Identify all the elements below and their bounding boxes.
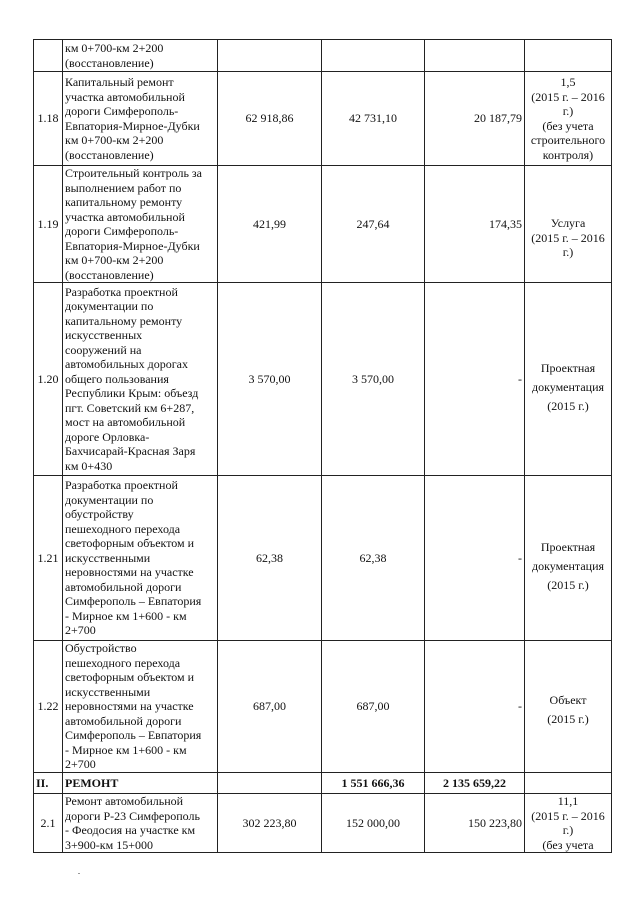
row-number: 1.22 (34, 641, 63, 773)
row-note (525, 40, 612, 72)
row-value-total: 302 223,80 (218, 794, 322, 853)
section-note (525, 773, 612, 794)
row-number: 1.18 (34, 72, 63, 166)
table-row (34, 476, 612, 641)
row-number: 1.19 (34, 166, 63, 283)
section-value-2015: 1 551 666,36 (322, 773, 425, 794)
row-value-2016: - (425, 641, 525, 773)
row-value-2016 (425, 40, 525, 72)
row-name: Ремонт автомобильной дороги Р-23 Симферополь - Феодосия на участке км 3+900-км 15+000 (63, 794, 218, 853)
table-row (34, 72, 612, 166)
row-value-2016: 150 223,80 (425, 794, 525, 853)
row-value-2016: 20 187,79 (425, 72, 525, 166)
table-row (34, 773, 612, 794)
row-value-total: 687,00 (218, 641, 322, 773)
table-row (34, 641, 612, 773)
row-note: Услуга (2015 г. – 2016 г.) (525, 166, 612, 283)
section-number: II. (34, 773, 63, 794)
budget-table (33, 39, 612, 853)
row-value-total: 3 570,00 (218, 283, 322, 476)
table-row (34, 166, 612, 283)
row-note: Проектная документация (2015 г.) (525, 283, 612, 476)
row-value-2015 (322, 40, 425, 72)
row-value-2015: 687,00 (322, 641, 425, 773)
row-value-total: 62 918,86 (218, 72, 322, 166)
row-name: Разработка проектной документации по обустройству пешеходного перехода светофорным объектом и искусственными неровностями на участке автомобильной дороги Симферополь – Евпатория - Мирное км 1+600 - км 2+700 (63, 476, 218, 641)
row-name: Капитальный ремонт участка автомобильной дороги Симферополь- Евпатория-Мирное-Дубки км 0+700-км 2+200 (восстановление) (63, 72, 218, 166)
row-note: Проектная документация (2015 г.) (525, 476, 612, 641)
row-name: Разработка проектной документации по капитальному ремонту искусственных сооружений на автомобильных дорогах общего пользования Республики Крым: объезд пгт. Советский км 6+287, мост на автомобильной дороге Орловка- Бахчисарай-Красная Заря км 0+430 (63, 283, 218, 476)
row-number: 1.21 (34, 476, 63, 641)
row-name: Строительный контроль за выполнением работ по капитальному ремонту участка автомобильной дороги Симферополь- Евпатория-Мирное-Дубки км 0+700-км 2+200 (восстановление) (63, 166, 218, 283)
row-value-total: 62,38 (218, 476, 322, 641)
row-value-2016: - (425, 283, 525, 476)
section-title: РЕМОНТ (63, 773, 218, 794)
row-value-2015: 62,38 (322, 476, 425, 641)
row-number: 1.20 (34, 283, 63, 476)
table-row (34, 40, 612, 72)
row-value-2015: 42 731,10 (322, 72, 425, 166)
section-value-2016: 2 135 659,22 (425, 773, 525, 794)
row-name: Обустройство пешеходного перехода светофорным объектом и искусственными неровностями на участке автомобильной дороги Симферополь – Евпатория - Мирное км 1+600 - км 2+700 (63, 641, 218, 773)
table-row (34, 794, 612, 853)
row-value-2015: 247,64 (322, 166, 425, 283)
table-row (34, 283, 612, 476)
row-note: 1,5 (2015 г. – 2016 г.) (без учета строительного контроля) (525, 72, 612, 166)
scan-speck (78, 873, 80, 874)
row-number (34, 40, 63, 72)
row-value-2015: 3 570,00 (322, 283, 425, 476)
row-note: Объект (2015 г.) (525, 641, 612, 773)
row-number: 2.1 (34, 794, 63, 853)
row-value-total: 421,99 (218, 166, 322, 283)
section-value-total (218, 773, 322, 794)
row-note: 11,1 (2015 г. – 2016 г.) (без учета (525, 794, 612, 853)
row-value-2016: - (425, 476, 525, 641)
row-value-2015: 152 000,00 (322, 794, 425, 853)
row-value-2016: 174,35 (425, 166, 525, 283)
row-name: км 0+700-км 2+200 (восстановление) (63, 40, 218, 72)
row-value-total (218, 40, 322, 72)
